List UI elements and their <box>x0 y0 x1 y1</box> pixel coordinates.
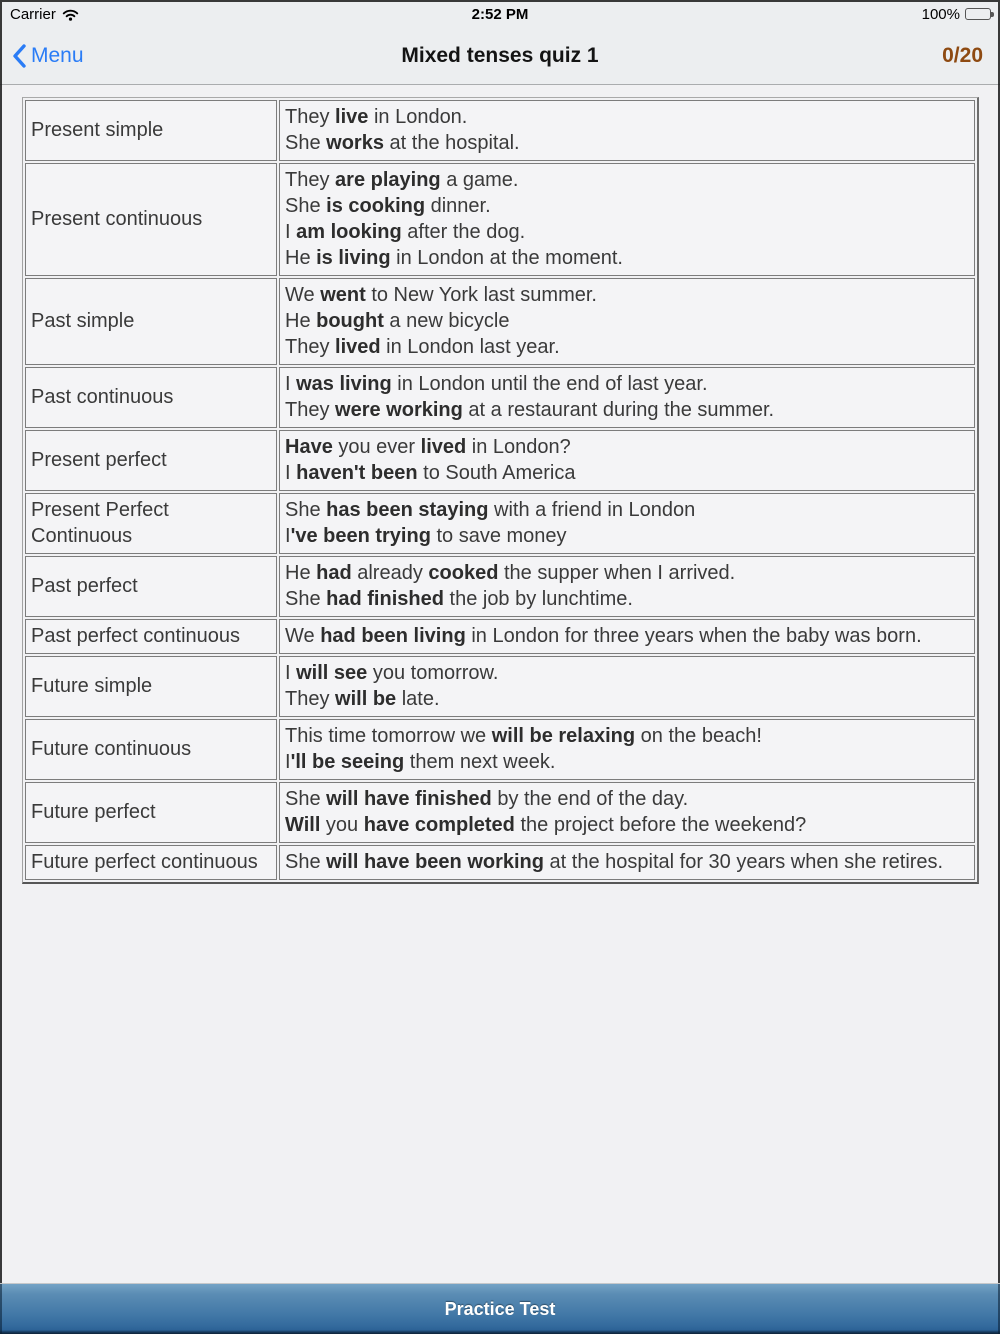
example-sentence: This time tomorrow we will be relaxing on the beach! <box>285 725 762 747</box>
example-sentence: He bought a new bicycle <box>285 310 510 332</box>
example-sentence: She is cooking dinner. <box>285 195 491 217</box>
back-menu-button[interactable] <box>0 44 84 68</box>
table-row <box>25 782 975 843</box>
examples-cell <box>279 278 975 365</box>
examples-cell <box>279 782 975 843</box>
tense-name-cell: Present Perfect Continuous <box>25 493 277 554</box>
example-sentence: Will you have completed the project before the weekend? <box>285 814 807 836</box>
tense-name-cell: Future perfect continuous <box>25 845 277 880</box>
example-sentence: I've been trying to save money <box>285 525 567 547</box>
status-time: 2:52 PM <box>471 5 529 23</box>
example-sentence: They are playing a game. <box>285 169 519 191</box>
tense-name-cell: Present perfect <box>25 430 277 491</box>
example-sentence: He had already cooked the supper when I arrived. <box>285 562 736 584</box>
example-sentence: She has been staying with a friend in London <box>285 499 696 521</box>
table-row <box>25 278 975 365</box>
example-sentence: He is living in London at the moment. <box>285 247 623 269</box>
example-sentence: They lived in London last year. <box>285 336 560 358</box>
nav-bar <box>0 28 1000 85</box>
example-sentence: I am looking after the dog. <box>285 221 526 243</box>
example-sentence: They were working at a restaurant during the summer. <box>285 399 775 421</box>
practice-test-button[interactable]: Practice Test <box>0 1283 1000 1334</box>
example-sentence: We had been living in London for three years when the baby was born. <box>285 625 922 647</box>
tense-name-cell: Past simple <box>25 278 277 365</box>
examples-cell <box>279 656 975 717</box>
battery-icon <box>965 8 991 20</box>
status-bar <box>0 0 1000 28</box>
tense-name-cell: Present simple <box>25 100 277 161</box>
battery-percent-label: 100% <box>921 5 960 23</box>
example-sentence: We went to New York last summer. <box>285 284 597 306</box>
tense-name-cell: Past perfect <box>25 556 277 617</box>
table-row <box>25 619 975 654</box>
back-button-label: Menu <box>31 44 84 67</box>
example-sentence: They will be late. <box>285 688 440 710</box>
table-row <box>25 367 975 428</box>
chevron-left-icon <box>12 44 26 68</box>
page-title: Mixed tenses quiz 1 <box>401 44 599 67</box>
example-sentence: Have you ever lived in London? <box>285 436 571 458</box>
examples-cell <box>279 430 975 491</box>
table-row <box>25 719 975 780</box>
examples-cell <box>279 619 975 654</box>
score-badge: 0/20 <box>942 44 983 67</box>
tense-table <box>22 97 979 884</box>
table-row <box>25 430 975 491</box>
example-sentence: She works at the hospital. <box>285 132 520 154</box>
tense-name-cell: Past perfect continuous <box>25 619 277 654</box>
table-row <box>25 493 975 554</box>
example-sentence: They live in London. <box>285 106 468 128</box>
example-sentence: I'll be seeing them next week. <box>285 751 556 773</box>
example-sentence: She will have been working at the hospital for 30 years when she retires. <box>285 851 944 873</box>
carrier-label: Carrier <box>10 5 56 23</box>
tense-name-cell: Future continuous <box>25 719 277 780</box>
table-row <box>25 845 975 880</box>
tense-table-body <box>25 100 975 880</box>
examples-cell <box>279 719 975 780</box>
examples-cell <box>279 845 975 880</box>
examples-cell <box>279 100 975 161</box>
examples-cell <box>279 163 975 276</box>
examples-cell <box>279 556 975 617</box>
tense-name-cell: Future simple <box>25 656 277 717</box>
table-row <box>25 556 975 617</box>
example-sentence: I will see you tomorrow. <box>285 662 499 684</box>
example-sentence: I was living in London until the end of last year. <box>285 373 708 395</box>
tense-name-cell: Present continuous <box>25 163 277 276</box>
table-row <box>25 100 975 161</box>
footer-bar <box>0 1283 1000 1334</box>
example-sentence: She will have finished by the end of the day. <box>285 788 689 810</box>
table-row <box>25 163 975 276</box>
tense-name-cell: Future perfect <box>25 782 277 843</box>
table-row <box>25 656 975 717</box>
examples-cell <box>279 367 975 428</box>
tense-name-cell: Past continuous <box>25 367 277 428</box>
content-area <box>0 85 1000 1283</box>
example-sentence: She had finished the job by lunchtime. <box>285 588 633 610</box>
examples-cell <box>279 493 975 554</box>
example-sentence: I haven't been to South America <box>285 462 576 484</box>
